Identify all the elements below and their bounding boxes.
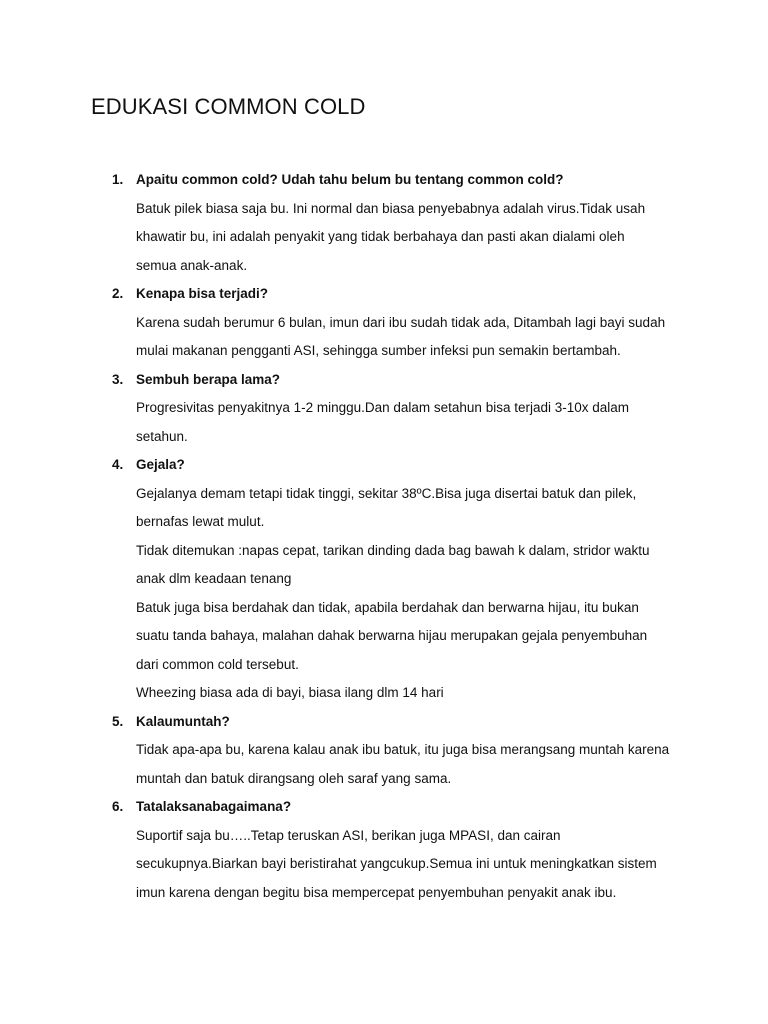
qa-number: 1. — [112, 172, 124, 187]
qa-answer-line: semua anak-anak. — [136, 257, 248, 273]
document-title: EDUKASI COMMON COLD — [91, 94, 366, 119]
qa-answer-line: Tidak apa-apa bu, karena kalau anak ibu batuk, itu juga bisa merangsang muntah karena — [136, 742, 670, 757]
qa-answer-line: Tidak ditemukan :napas cepat, tarikan dinding dada bag bawah k dalam, stridor waktu — [136, 542, 650, 558]
qa-list — [0, 166, 768, 907]
qa-number: 2. — [112, 286, 124, 301]
qa-answer-line: Progresivitas penyakitnya 1-2 minggu.Dan dalam setahun bisa terjadi 3-10x dalam — [136, 400, 630, 415]
qa-answer-line: Batuk pilek biasa saja bu. Ini normal dan biasa penyebabnya adalah virus.Tidak usah — [136, 200, 646, 216]
qa-answer-line: suatu tanda bahaya, malahan dahak berwarna hijau merupakan gejala penyembuhan — [136, 628, 648, 643]
qa-item-6 — [0, 793, 768, 907]
qa-number: 5. — [112, 713, 124, 729]
qa-answer-line: Gejalanya demam tetapi tidak tinggi, sekitar 38ºC.Bisa juga disertai batuk dan pilek, — [136, 485, 637, 501]
qa-answer-line: Wheezing biasa ada di bayi, biasa ilang dlm 14 hari — [136, 685, 444, 700]
qa-question: Apaitu common cold? Udah tahu belum bu tentang common cold? — [136, 172, 564, 187]
qa-question: Kenapa bisa terjadi? — [136, 286, 269, 301]
qa-number: 6. — [112, 799, 124, 814]
qa-item-2 — [0, 280, 768, 366]
qa-answer-line: setahun. — [136, 428, 188, 444]
qa-question: Kalaumuntah? — [136, 713, 230, 729]
qa-answer-line: Batuk juga bisa berdahak dan tidak, apabila berdahak dan berwarna hijau, itu bukan — [136, 599, 639, 615]
qa-answer-line: Karena sudah berumur 6 bulan, imun dari ibu sudah tidak ada, Ditambah lagi bayi sudah — [136, 314, 666, 330]
qa-answer-line: secukupnya.Biarkan bayi beristirahat yangcukup.Semua ini untuk meningkatkan sistem — [136, 856, 657, 871]
qa-answer-line: muntah dan batuk dirangsang oleh saraf yang sama. — [136, 770, 452, 786]
qa-number: 4. — [112, 457, 124, 472]
qa-answer-line: anak dlm keadaan tenang — [136, 571, 292, 586]
qa-answer-line: mulai makanan pengganti ASI, sehingga sumber infeksi pun semakin bertambah. — [136, 343, 621, 358]
qa-question: Sembuh berapa lama? — [136, 371, 281, 387]
qa-answer-line: khawatir bu, ini adalah penyakit yang tidak berbahaya dan pasti akan dialami oleh — [136, 229, 625, 244]
qa-item-3 — [0, 366, 768, 452]
qa-question: Gejala? — [136, 457, 185, 472]
qa-answer-line: imun karena dengan begitu bisa mempercepat penyembuhan penyakit anak ibu. — [136, 884, 617, 900]
qa-answer-line: Suportif saja bu…..Tetap teruskan ASI, berikan juga MPASI, dan cairan — [136, 827, 561, 843]
qa-number: 3. — [112, 371, 124, 387]
qa-answer-line: dari common cold tersebut. — [136, 656, 299, 672]
qa-question: Tatalaksanabagaimana? — [136, 799, 292, 814]
qa-item-5 — [0, 708, 768, 794]
qa-answer-line: bernafas lewat mulut. — [136, 514, 265, 529]
qa-item-1 — [0, 166, 768, 280]
qa-item-4 — [0, 451, 768, 708]
